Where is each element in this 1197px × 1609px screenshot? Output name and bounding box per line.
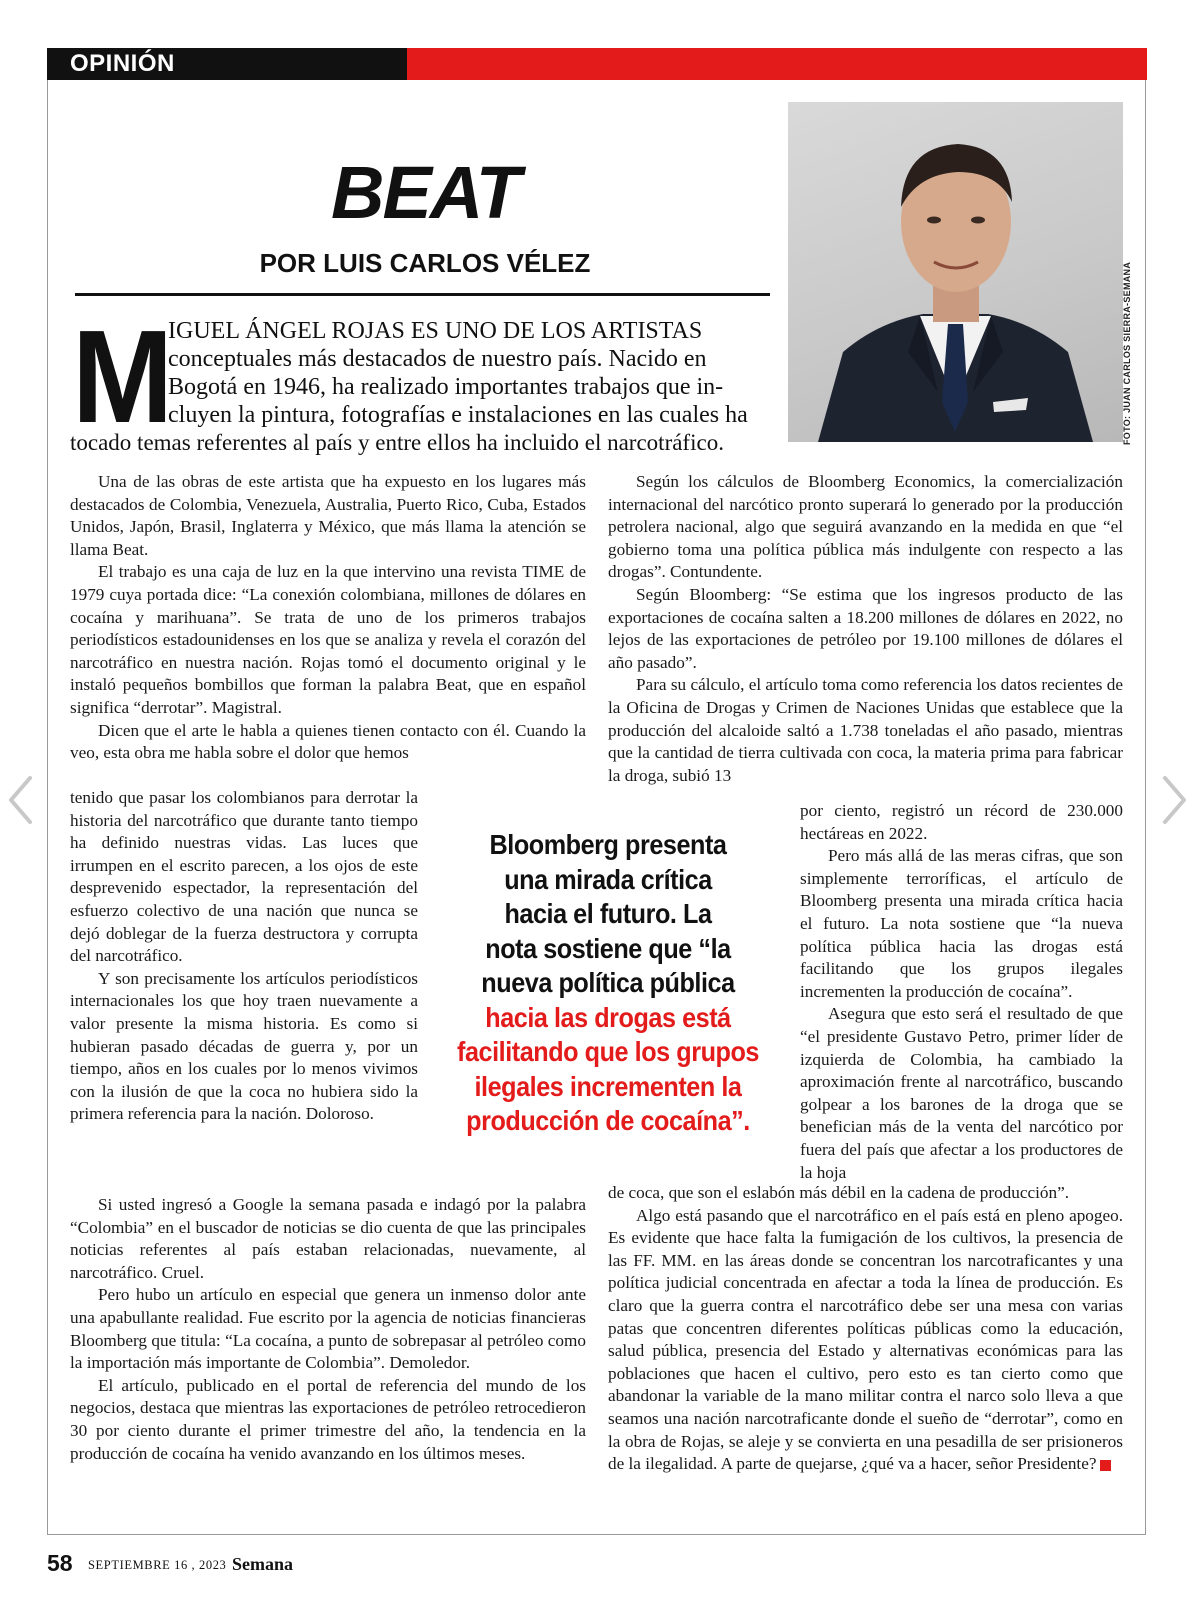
end-mark-icon — [1100, 1460, 1111, 1471]
pull-quote-line-highlight: facilitando que los grupos — [457, 1036, 759, 1067]
article-title: BEAT — [331, 151, 519, 234]
paragraph: Asegura que esto será el resultado de que “el presidente Gustavo Petro, primer líder de izquierda de Colombia, ha cambiado la aproximación frente al narcotráfico, buscando golpear a los barones de la droga que se benefician más de la venta del narcótico por fuera del país que afectar a los productores de la hoja — [800, 1004, 1123, 1182]
paragraph: Dicen que el arte le habla a quienes tienen contacto con él. Cuando la veo, esta obra me habla sobre el dolor que hemos — [70, 720, 586, 763]
right-column-middle — [800, 800, 1123, 1184]
paragraph — [608, 1205, 1123, 1476]
magazine-name: Semana — [232, 1554, 294, 1574]
lead-line-5: tocado temas referentes al país y entre ellos ha incluido el narcotráfico. — [70, 430, 724, 455]
lead-line-4: cluyen la pintura, fotografías e instalaciones en las cuales ha — [168, 402, 748, 428]
pull-quote-line: nota sostiene que “la — [485, 932, 731, 964]
pull-quote-line: Bloomberg presenta — [489, 829, 727, 860]
right-column-top — [608, 471, 1123, 787]
right-column-bottom — [608, 1182, 1123, 1476]
page-number: 58 — [47, 1550, 73, 1576]
paragraph: Pero hubo un artículo en especial que genera un inmenso dolor ante una apabullante realidad. Fue escrito por la agencia de noticias financieras Bloomberg que titula: “La cocaína, a punto de sobrepasar al petróleo como la importación más importante de Colombia”. Demoledor. — [70, 1285, 586, 1373]
issue-date: SEPTIEMBRE 16 , 2023 — [88, 1558, 227, 1572]
title-rule — [75, 293, 770, 296]
paragraph: Y son precisamente los artículos periodísticos internacionales los que hoy traen nuevamente a valor presente la misma historia. Es como si hubieran pasado décadas de guerra y, por un tiempo, años en los cuales por lo menos vivimos con la ilusión de que la coca no hubiera sido la primera referencia para la nación. Doloroso. — [70, 968, 418, 1124]
lead-line-3: Bogotá en 1946, ha realizado importantes trabajos que in- — [168, 374, 724, 400]
section-label: OPINIÓN — [70, 50, 175, 77]
pull-quote — [446, 828, 770, 1139]
closing-paragraph-text: Algo está pasando que el narcotráfico en el país está en pleno apogeo. Es evidente que hace falta la fumigación de los cultivos, la presencia de las FF. MM. en las áreas donde se concentran los narcotraficantes y una política judicial concentrada en afectar a toda la línea de producción. Es claro que la guerra contra el narcotráfico debe ser una mesa con varias patas que concentren diferentes políticas públicas como la educación, salud pública, presencia del Estado y alternativas económicas para las poblaciones que hacen el cultivo, pero esto es tan cierto como que abandonar la variable de la mano militar contra el narco solo lleva a que seamos una nación narcotraficante donde el sueño de “derrotar”, como en la obra de Rojas, se aleje y se convierta en una pesadilla de ser prisioneros de la ilegalidad. A parte de quejarse, ¿qué va a hacer, señor Presidente? — [608, 1205, 1123, 1474]
pull-quote-line-highlight: ilegales incrementen la — [474, 1070, 742, 1102]
pull-quote-line-highlight: producción de cocaína”. — [466, 1105, 750, 1136]
paragraph: Para su cálculo, el artículo toma como referencia los datos recientes de la Oficina de Drogas y Crimen de Naciones Unidas que establece que la producción del alcaloide saltó a 1.738 toneladas el año pasado, mientras que la cantidad de tierra cultivada con coca, la materia prima para fabricar la droga, subió 13 — [608, 675, 1123, 785]
left-column-bottom — [70, 1194, 586, 1465]
drop-cap: M — [72, 303, 174, 450]
left-column-middle — [70, 787, 418, 1126]
paragraph: de coca, que son el eslabón más débil en la cadena de producción”. — [608, 1183, 1070, 1202]
pull-quote-line: hacia el futuro. La — [504, 898, 712, 929]
pull-quote-line-highlight: hacia las drogas está — [485, 1001, 731, 1033]
article-byline: POR LUIS CARLOS VÉLEZ — [259, 248, 591, 278]
pull-quote-line: nueva política pública — [481, 967, 735, 998]
lead-line-1: IGUEL ÁNGEL ROJAS ES UNO DE LOS ARTISTAS — [168, 318, 703, 344]
previous-page-arrow-icon[interactable] — [5, 770, 35, 830]
header-bar-red — [407, 48, 1147, 80]
author-portrait-illustration — [788, 102, 1123, 442]
paragraph: por ciento, registró un récord de 230.000 hectáreas en 2022. — [800, 801, 1123, 843]
left-column-top — [70, 471, 586, 765]
paragraph: Una de las obras de este artista que ha expuesto en los lugares más destacados de Colombia, Venezuela, Australia, Puerto Rico, Cuba, Estados Unidos, Japón, Brasil, Inglaterra y México, que más llama la atención se llama Beat. — [70, 472, 586, 559]
next-page-arrow-icon[interactable] — [1160, 770, 1190, 830]
lead-line-2: conceptuales más destacados de nuestro país. Nacido en — [168, 346, 707, 372]
pull-quote-line: una mirada crítica — [504, 863, 712, 895]
photo-credit: FOTO: JUAN CARLOS SIERRA-SEMANA — [1122, 261, 1132, 445]
paragraph: tenido que pasar los colombianos para derrotar la historia del narcotráfico que durante tanto tiempo ha definido nuestras vidas. Las luces que irrumpen en el escrito parecen, a los ojos de este desprevenido espectador, la representación del esfuerzo colectivo de una nación que nunca se dejó doblegar de la fuerza destructora y corrupta del narcotráfico. — [70, 788, 418, 966]
paragraph: Si usted ingresó a Google la semana pasada e indagó por la palabra “Colombia” en el buscador de noticias se dio cuenta de que las principales noticias referentes al país estaban relacionadas, nuevamente, al narcotráfico. Cruel. — [70, 1195, 586, 1282]
paragraph: El artículo, publicado en el portal de referencia del mundo de los negocios, destaca que mientras las exportaciones de petróleo retrocedieron 30 por ciento durante el primer trimestre del año, la tendencia en la producción de cocaína ha venido avanzando en los últimos meses. — [70, 1375, 586, 1463]
paragraph: Según Bloomberg: “Se estima que los ingresos producto de las exportaciones de cocaína salten a 18.200 millones de dólares en 2022, no lejos de las exportaciones de petróleo por 19.100 millones de dólares el año pasado”. — [608, 584, 1123, 672]
paragraph: Según los cálculos de Bloomberg Economics, la comercialización internacional del narcótico pronto superará lo generado por la producción petrolera nacional, algo que seguirá avanzando en la medida en que “el gobierno toma una política pública más indulgente con respecto a las drogas”. Contundente. — [608, 472, 1123, 582]
paragraph: El trabajo es una caja de luz en la que intervino una revista TIME de 1979 cuya portada dice: “La conexión colombiana, millones de dólares en cocaína y marihuana”. Se trata de uno de los primeros trabajos periodísticos estadounidenses en los que se analiza y revela el corazón del narcotráfico en nuestra nación. Rojas tomó el documento original y le instaló pequeños bombillos que forman la palabra Beat, que en español significa “derrotar”. Magistral. — [70, 562, 586, 717]
paragraph: Pero más allá de las meras cifras, que son simplemente terroríficas, el artículo de Bloomberg presenta una mirada crítica hacia el futuro. La nota sostiene que “la nueva política pública hacia las drogas está facilitando que los grupos ilegales incrementen la producción de cocaína”. — [800, 846, 1123, 1001]
author-photo — [788, 102, 1123, 442]
